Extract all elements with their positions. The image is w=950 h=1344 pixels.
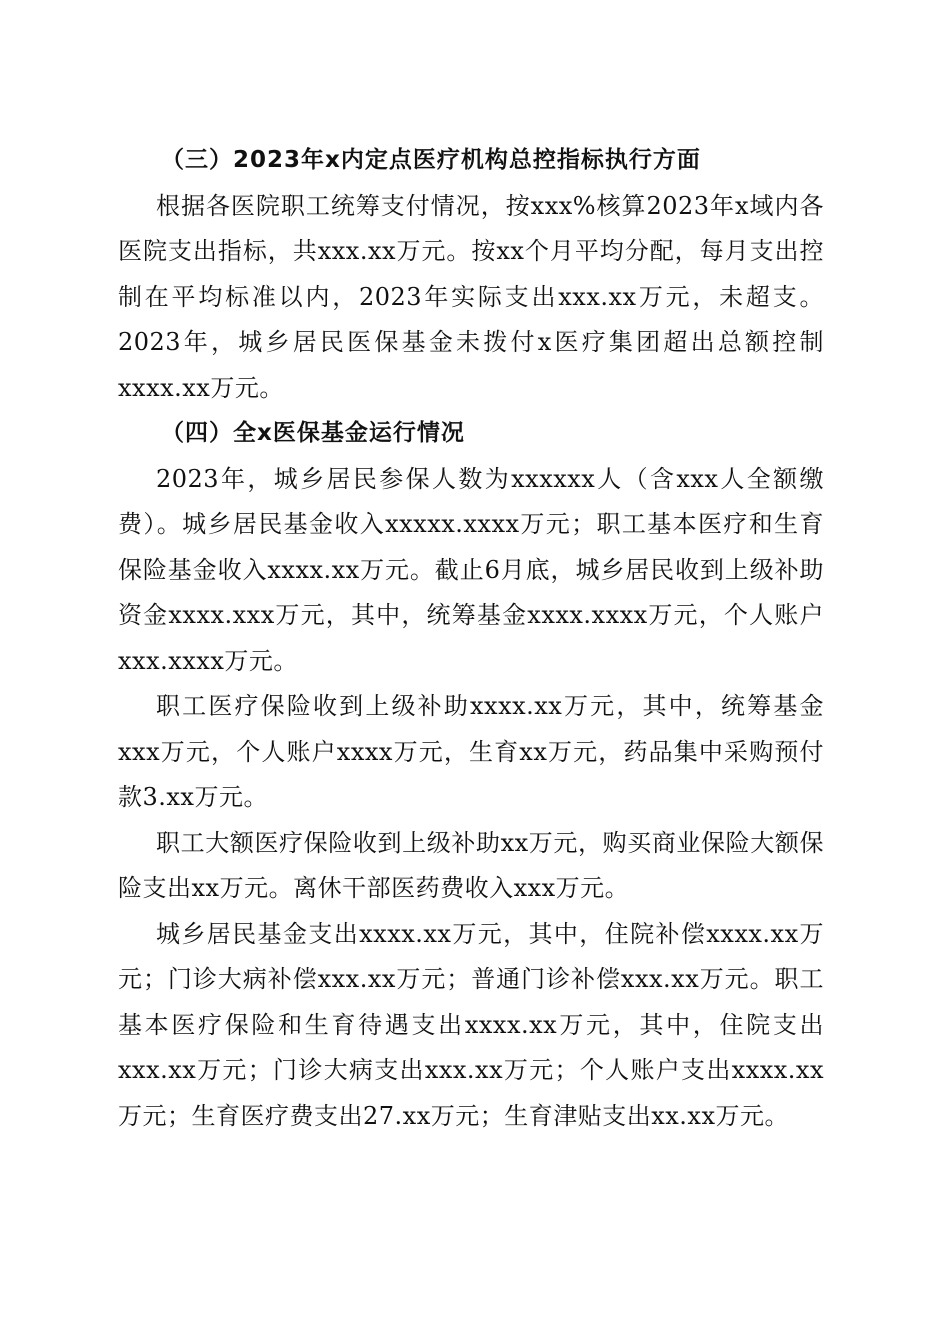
section-heading-3: （三）2023年x内定点医疗机构总控指标执行方面 bbox=[161, 147, 701, 173]
paragraph: 职工医疗保险收到上级补助xxxx.xx万元，其中，统筹基金xxx万元，个人账户xxxx万元，生育xx万元，药品集中采购预付款3.xx万元。 bbox=[118, 692, 824, 811]
paragraph: 职工大额医疗保险收到上级补助xx万元，购买商业保险大额保险支出xx万元。离休干部医药费收入xxx万元。 bbox=[118, 828, 824, 902]
paragraph: 根据各医院职工统筹支付情况，按xxx%核算2023年x域内各医院支出指标，共xxx.xx万元。按xx个月平均分配，每月支出控制在平均标准以内，2023年实际支出xxx.xx万元，未超支。2023年，城乡居民医保基金未拨付x医疗集团超出总额控制xxxx.xx万元。 bbox=[118, 191, 824, 402]
document-page bbox=[118, 138, 824, 1139]
paragraph: 2023年，城乡居民参保人数为xxxxxx人（含xxx人全额缴费）。城乡居民基金收入xxxxx.xxxx万元；职工基本医疗和生育保险基金收入xxxx.xx万元。截止6月底，城乡居民收到上级补助资金xxxx.xxx万元，其中，统筹基金xxxx.xxxx万元，个人账户xxx.xxxx万元。 bbox=[118, 464, 824, 675]
section-heading-4: （四）全x医保基金运行情况 bbox=[161, 420, 465, 446]
paragraph: 城乡居民基金支出xxxx.xx万元，其中，住院补偿xxxx.xx万元；门诊大病补偿xxx.xx万元；普通门诊补偿xxx.xx万元。职工基本医疗保险和生育待遇支出xxxx.xx万元，其中，住院支出xxx.xx万元；门诊大病支出xxx.xx万元；个人账户支出xxxx.xx万元；生育医疗费支出27.xx万元；生育津贴支出xx.xx万元。 bbox=[118, 919, 824, 1130]
